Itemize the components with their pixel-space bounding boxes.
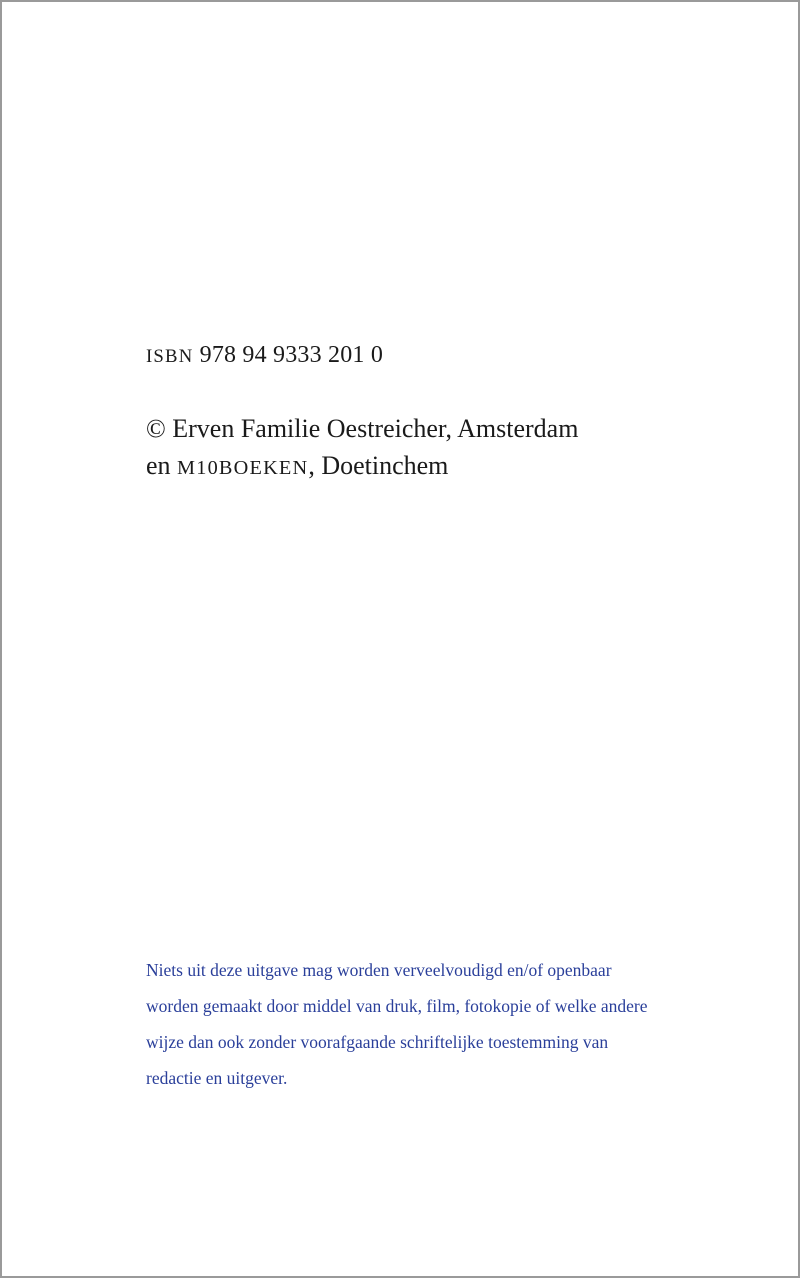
copyright-line-1: © Erven Familie Oestreicher, Amsterdam [146,414,579,443]
rights-notice-line: redactie en uitgever. [146,1068,288,1088]
isbn-number: 978 94 9333 201 0 [199,342,384,368]
rights-notice-line: wijze dan ook zonder voorafgaande schriftelijke toestemming van [146,1032,609,1052]
rights-notice-line: worden gemaakt door middel van druk, film, fotokopie of welke andere [146,996,648,1016]
copyright-line-2-prefix: en [146,451,178,480]
copyright-block [146,410,578,487]
isbn-line [146,342,383,369]
copyright-line-2-suffix: , Doetinchem [308,451,449,480]
rights-notice-line: Niets uit deze uitgave mag worden verveelvoudigd en/of openbaar [146,960,612,980]
isbn-label: ISBN [146,346,194,367]
copyright-line-2 [146,447,578,487]
rights-notice [146,952,706,1096]
publisher-name: M10BOEKEN [177,457,309,479]
